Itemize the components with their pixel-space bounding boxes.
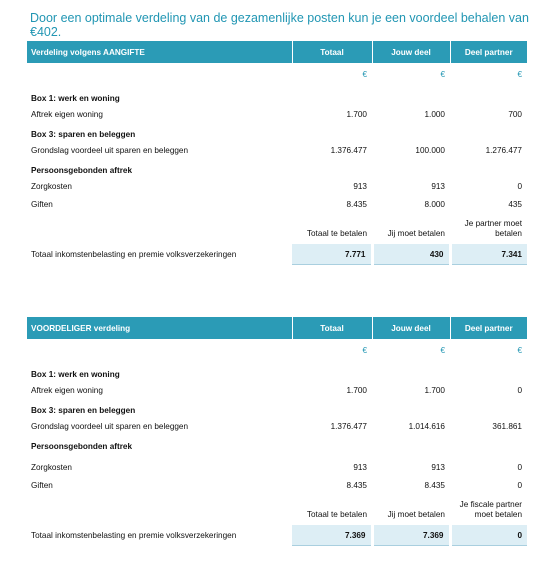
cell-deel-partner: 0 — [517, 182, 522, 191]
table-row — [27, 144, 527, 157]
totals-label-jouw: Jij moet betalen — [387, 510, 445, 519]
cell-totaal: 8.435 — [346, 481, 367, 490]
totals-label-jouw: Jij moet betalen — [387, 229, 445, 238]
cell-deel-partner: 0 — [517, 463, 522, 472]
row-label: Giften — [31, 200, 53, 209]
totals-row — [27, 525, 527, 546]
row-label: Giften — [31, 481, 53, 490]
currency-symbol: € — [362, 345, 367, 355]
table-header — [27, 317, 527, 339]
table-row — [27, 180, 527, 193]
total-amount: 7.369 — [292, 525, 372, 546]
currency-symbol: € — [517, 345, 522, 355]
cell-jouw-deel: 1.000 — [424, 110, 445, 119]
cell-deel-partner: 0 — [517, 386, 522, 395]
section-heading-persoonsgebonden — [27, 433, 527, 451]
column-header-totaal: Totaal — [292, 41, 372, 63]
section-title: Persoonsgebonden aftrek — [31, 166, 133, 175]
section-heading-box1 — [27, 361, 527, 379]
cell-totaal: 8.435 — [346, 200, 367, 209]
table-row — [27, 461, 527, 474]
headline: Door een optimale verdeling van de gezamenlijke posten kun je een voordeel behalen van €402. — [30, 11, 529, 39]
cell-totaal: 1.376.477 — [330, 422, 367, 431]
section-title: Box 3: sparen en beleggen — [31, 130, 136, 139]
section-heading-box3 — [27, 397, 527, 415]
cell-jouw-deel: 913 — [431, 182, 445, 191]
column-header-jouw-deel: Jouw deel — [372, 41, 450, 63]
currency-symbol: € — [362, 69, 367, 79]
cell-deel-partner: 361.861 — [492, 422, 522, 431]
row-label: Aftrek eigen woning — [31, 386, 103, 395]
cell-deel-partner: 435 — [508, 200, 522, 209]
total-partner: 0 — [450, 525, 527, 546]
section-heading-box1 — [27, 85, 527, 103]
cell-totaal: 1.700 — [346, 110, 367, 119]
cell-deel-partner: 0 — [517, 481, 522, 490]
totals-label-totaal: Totaal te betalen — [306, 510, 367, 519]
column-header-totaal: Totaal — [292, 317, 372, 339]
total-partner: 7.341 — [450, 244, 527, 265]
currency-row — [27, 63, 527, 85]
cell-jouw-deel: 913 — [431, 463, 445, 472]
section-heading-persoonsgebonden — [27, 157, 527, 175]
totals-label-row — [27, 492, 527, 520]
cell-totaal: 913 — [353, 463, 367, 472]
totals-row — [27, 244, 527, 265]
cell-totaal: 1.376.477 — [330, 146, 367, 155]
cell-deel-partner: 1.276.477 — [485, 146, 522, 155]
totals-label-partner: Je fiscale partner moet betalen — [459, 500, 522, 519]
totals-row-label: Totaal inkomstenbelasting en premie volksverzekeringen — [31, 249, 237, 259]
column-header-deel-partner: Deel partner — [450, 317, 527, 339]
totals-label-partner: Je partner moet betalen — [464, 219, 522, 238]
cell-jouw-deel: 8.000 — [424, 200, 445, 209]
cell-jouw-deel: 100.000 — [415, 146, 445, 155]
row-label: Grondslag voordeel uit sparen en beleggen — [31, 146, 189, 155]
table-row — [27, 198, 527, 211]
totals-label-totaal: Totaal te betalen — [306, 229, 367, 238]
totals-row-label: Totaal inkomstenbelasting en premie volksverzekeringen — [31, 530, 237, 540]
row-label: Zorgkosten — [31, 182, 72, 191]
section-title: Persoonsgebonden aftrek — [31, 442, 133, 451]
section-title: Box 1: werk en woning — [31, 94, 120, 103]
section-heading-box3 — [27, 121, 527, 139]
table-title: VOORDELIGER verdeling — [27, 317, 292, 339]
voordeliger-table — [27, 317, 527, 546]
cell-jouw-deel: 1.700 — [424, 386, 445, 395]
currency-row — [27, 339, 527, 361]
total-jouw: 430 — [372, 244, 450, 265]
column-header-jouw-deel: Jouw deel — [372, 317, 450, 339]
table-row — [27, 479, 527, 492]
row-label: Aftrek eigen woning — [31, 110, 103, 119]
cell-totaal: 913 — [353, 182, 367, 191]
currency-symbol: € — [517, 69, 522, 79]
currency-symbol: € — [440, 69, 445, 79]
section-title: Box 3: sparen en beleggen — [31, 406, 136, 415]
cell-jouw-deel: 8.435 — [424, 481, 445, 490]
table-row — [27, 420, 527, 433]
cell-totaal: 1.700 — [346, 386, 367, 395]
aangifte-table — [27, 41, 527, 265]
row-label: Grondslag voordeel uit sparen en beleggen — [31, 422, 189, 431]
table-header — [27, 41, 527, 63]
cell-deel-partner: 700 — [508, 110, 522, 119]
total-jouw: 7.369 — [372, 525, 450, 546]
column-header-deel-partner: Deel partner — [450, 41, 527, 63]
table-row — [27, 108, 527, 121]
table-title: Verdeling volgens AANGIFTE — [27, 41, 292, 63]
totals-label-row — [27, 211, 527, 239]
total-amount: 7.771 — [292, 244, 372, 265]
currency-symbol: € — [440, 345, 445, 355]
row-label: Zorgkosten — [31, 463, 72, 472]
section-title: Box 1: werk en woning — [31, 370, 120, 379]
table-row — [27, 384, 527, 397]
cell-jouw-deel: 1.014.616 — [408, 422, 445, 431]
